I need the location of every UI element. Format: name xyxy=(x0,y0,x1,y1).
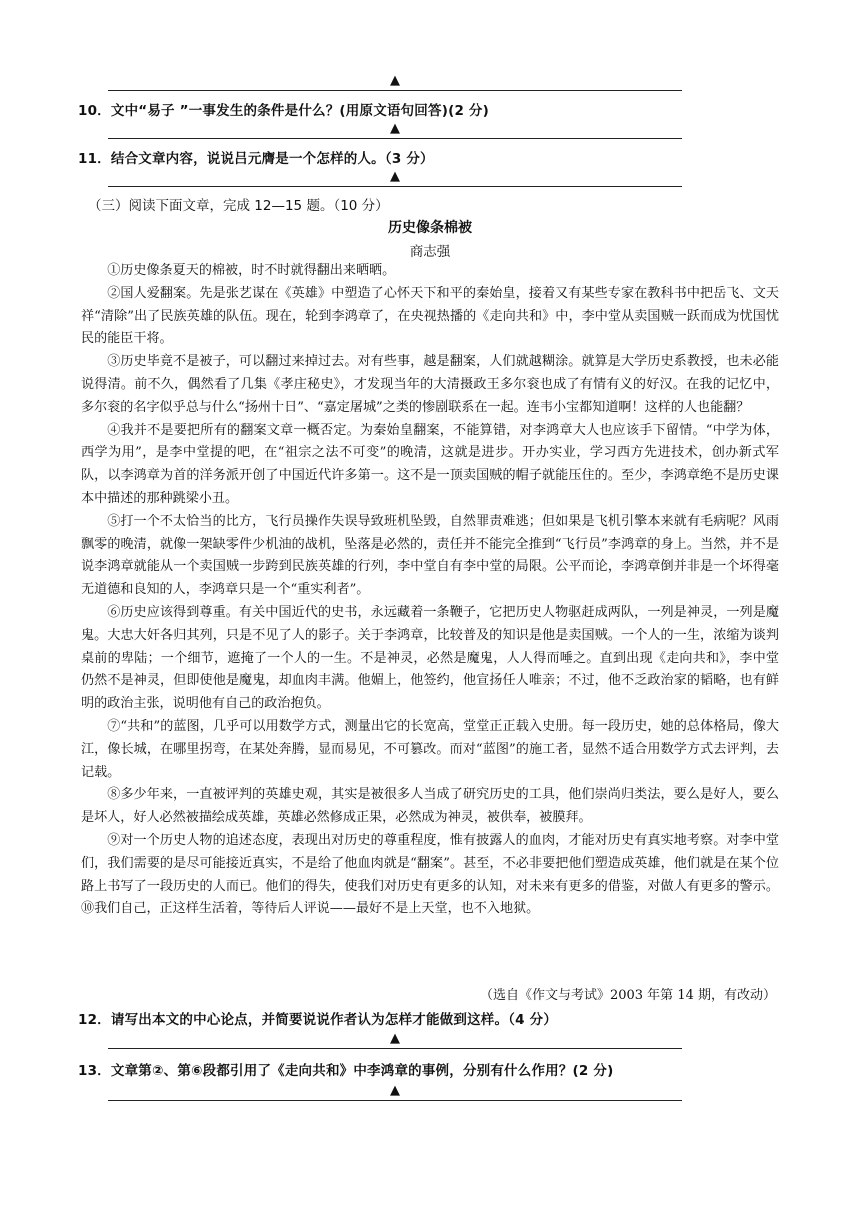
answer-triangle-icon: ▲ xyxy=(390,121,400,136)
paragraph-9: ⑨对一个历史人物的追述态度，表现出对历史的尊重程度，惟有披露人的血肉，才能对历史有真实地考察。对李中堂们，我们需要的是尽可能接近真实，不是给了他血肉就是“翻案”。甚至，不必非要把他们塑造成英雄，他们就是在某个位路上书写了一段历史的人而已。他们的得失，使我们对历史有更多的认知，对未来有更多的借鉴，对做人有更多的警示。 ⑩我们自己，正这样生活着，等待后人评说——最好不是上天堂，也不入地狱。 xyxy=(81,832,779,917)
article-body xyxy=(81,260,779,921)
paragraph-3: ③历史毕竟不是被子，可以翻过来掉过去。对有些事，越是翻案，人们就越糊涂。就算是大学历史系教授，也未必能说得清。前不久，偶然看了几集《孝庄秘史》，才发现当年的大清摄政王多尔衮也成了有情有义的好汉。在我的记忆中，多尔衮的名字似乎总与什么“扬州十日”、“嘉定屠城”之类的惨剧联系在一起。连韦小宝都知道啊！这样的人也能翻？ xyxy=(81,354,779,415)
question-10: 10．文中“易子 ”一事发生的条件是什么？(用原文语句回答)(2 分) xyxy=(78,103,490,119)
section-heading: （三）阅读下面文章，完成 12—15 题。（10 分） xyxy=(88,198,389,214)
answer-rule xyxy=(108,1048,682,1049)
paragraph-6: ⑥历史应该得到尊重。有关中国近代的史书，永远藏着一条鞭子，它把历史人物驱赶成两队，一列是神灵，一列是魔鬼。大忠大奸各归其列，只是不见了人的影子。关于李鸿章，比较普及的知识是他是卖国贼。一个人的一生，浓缩为谈判桌前的卑陆；一个细节，遮掩了一个人的一生。不是神灵，必然是魔鬼，人人得而唾之。直到出现《走向共和》，李中堂仍然不是神灵，但即使他是魔鬼，却血肉丰满。他媚上，他签约，他宣扬任人唯亲；不过，他不乏政治家的韬略，也有鲜明的政治主张，说明他有自己的政治抱负。 xyxy=(81,604,779,712)
answer-triangle-icon: ▲ xyxy=(390,73,400,88)
question-13: 13．文章第②、第⑥段都引用了《走向共和》中李鸿章的事例，分别有什么作用？(2 分) xyxy=(78,1063,614,1079)
answer-line-q9[interactable] xyxy=(108,74,682,98)
paragraph-4: ④我并不是要把所有的翻案文章一概否定。为秦始皇翻案，不能算错，对李鸿章大人也应该手下留情。“中学为体，西学为用”，是李中堂提的吧，在“祖宗之法不可变”的晚清，这就是进步。开办实业，学习西方先进技术，创办新式军队，以李鸿章为首的洋务派开创了中国近代许多第一。这不是一顶卖国贼的帽子就能压住的。至少，李鸿章绝不是历史课本中描述的那种跳梁小丑。 xyxy=(81,422,779,506)
paragraph-5: ⑤打一个不太恰当的比方，飞行员操作失误导致班机坠毁，自然罪责难逃；但如果是飞机引擎本来就有毛病呢？风雨飘零的晚清，就像一架缺零件少机油的战机，坠落是必然的，责任并不能完全推到“飞行员”李鸿章的身上。当然，并不是说李鸿章就能从一个卖国贼一步跨到民族英雄的行列，李中堂自有李中堂的局限。公平而论，李鸿章倒并非是一个坏得毫无道德和良知的人，李鸿章只是一个“重实利者”。 xyxy=(81,513,779,598)
article-title: 历史像条棉被 xyxy=(388,220,472,236)
answer-triangle-icon: ▲ xyxy=(390,1083,400,1098)
question-12: 12．请写出本文的中心论点，并简要说说作者认为怎样才能做到这样。（4 分） xyxy=(78,1012,558,1028)
answer-triangle-icon: ▲ xyxy=(390,169,400,184)
answer-triangle-icon: ▲ xyxy=(390,1031,400,1046)
paragraph-2: ②国人爱翻案。先是张艺谋在《英雄》中塑造了心怀天下和平的秦始皇，接着又有某些专家在教科书中把岳飞、文天祥“清除”出了民族英雄的队伍。现在，轮到李鸿章了，在央视热播的《走向共和》中，李中堂从卖国贼一跃而成为忧国忧民的能臣干将。 xyxy=(81,285,779,347)
article-source: （选自《作文与考试》2003 年第 14 期，有改动） xyxy=(479,988,776,1003)
answer-rule xyxy=(108,138,682,139)
answer-line-q13[interactable] xyxy=(108,1084,682,1108)
answer-line-q12[interactable] xyxy=(108,1032,682,1056)
paragraph-1: ①历史像条夏天的棉被，时不时就得翻出来晒晒。 xyxy=(107,263,396,278)
answer-line-q11[interactable] xyxy=(108,170,682,194)
paragraph-7: ⑦“共和”的蓝图，几乎可以用数学方式，测量出它的长宽高，堂堂正正载入史册。每一段历史，她的总体格局，像大江，像长城，在哪里拐弯，在某处奔腾，显而易见，不可篡改。而对“蓝图”的施工者，显然不适合用数学方式去评判，去记载。 xyxy=(81,718,779,780)
question-11: 11．结合文章内容，说说吕元膺是一个怎样的人。（3 分） xyxy=(78,151,434,167)
answer-rule xyxy=(108,90,682,91)
answer-rule xyxy=(108,186,682,187)
article-author: 商志强 xyxy=(409,244,451,260)
paragraph-8: ⑧多少年来，一直被评判的英雄史观，其实是被很多人当成了研究历史的工具，他们崇尚归类法，要么是好人，要么是坏人，好人必然被描绘成英雄，英雄必然修成正果，必然成为神灵，被供奉，被膜拜。 xyxy=(81,787,779,826)
answer-rule xyxy=(108,1100,682,1101)
answer-line-q10[interactable] xyxy=(108,122,682,146)
